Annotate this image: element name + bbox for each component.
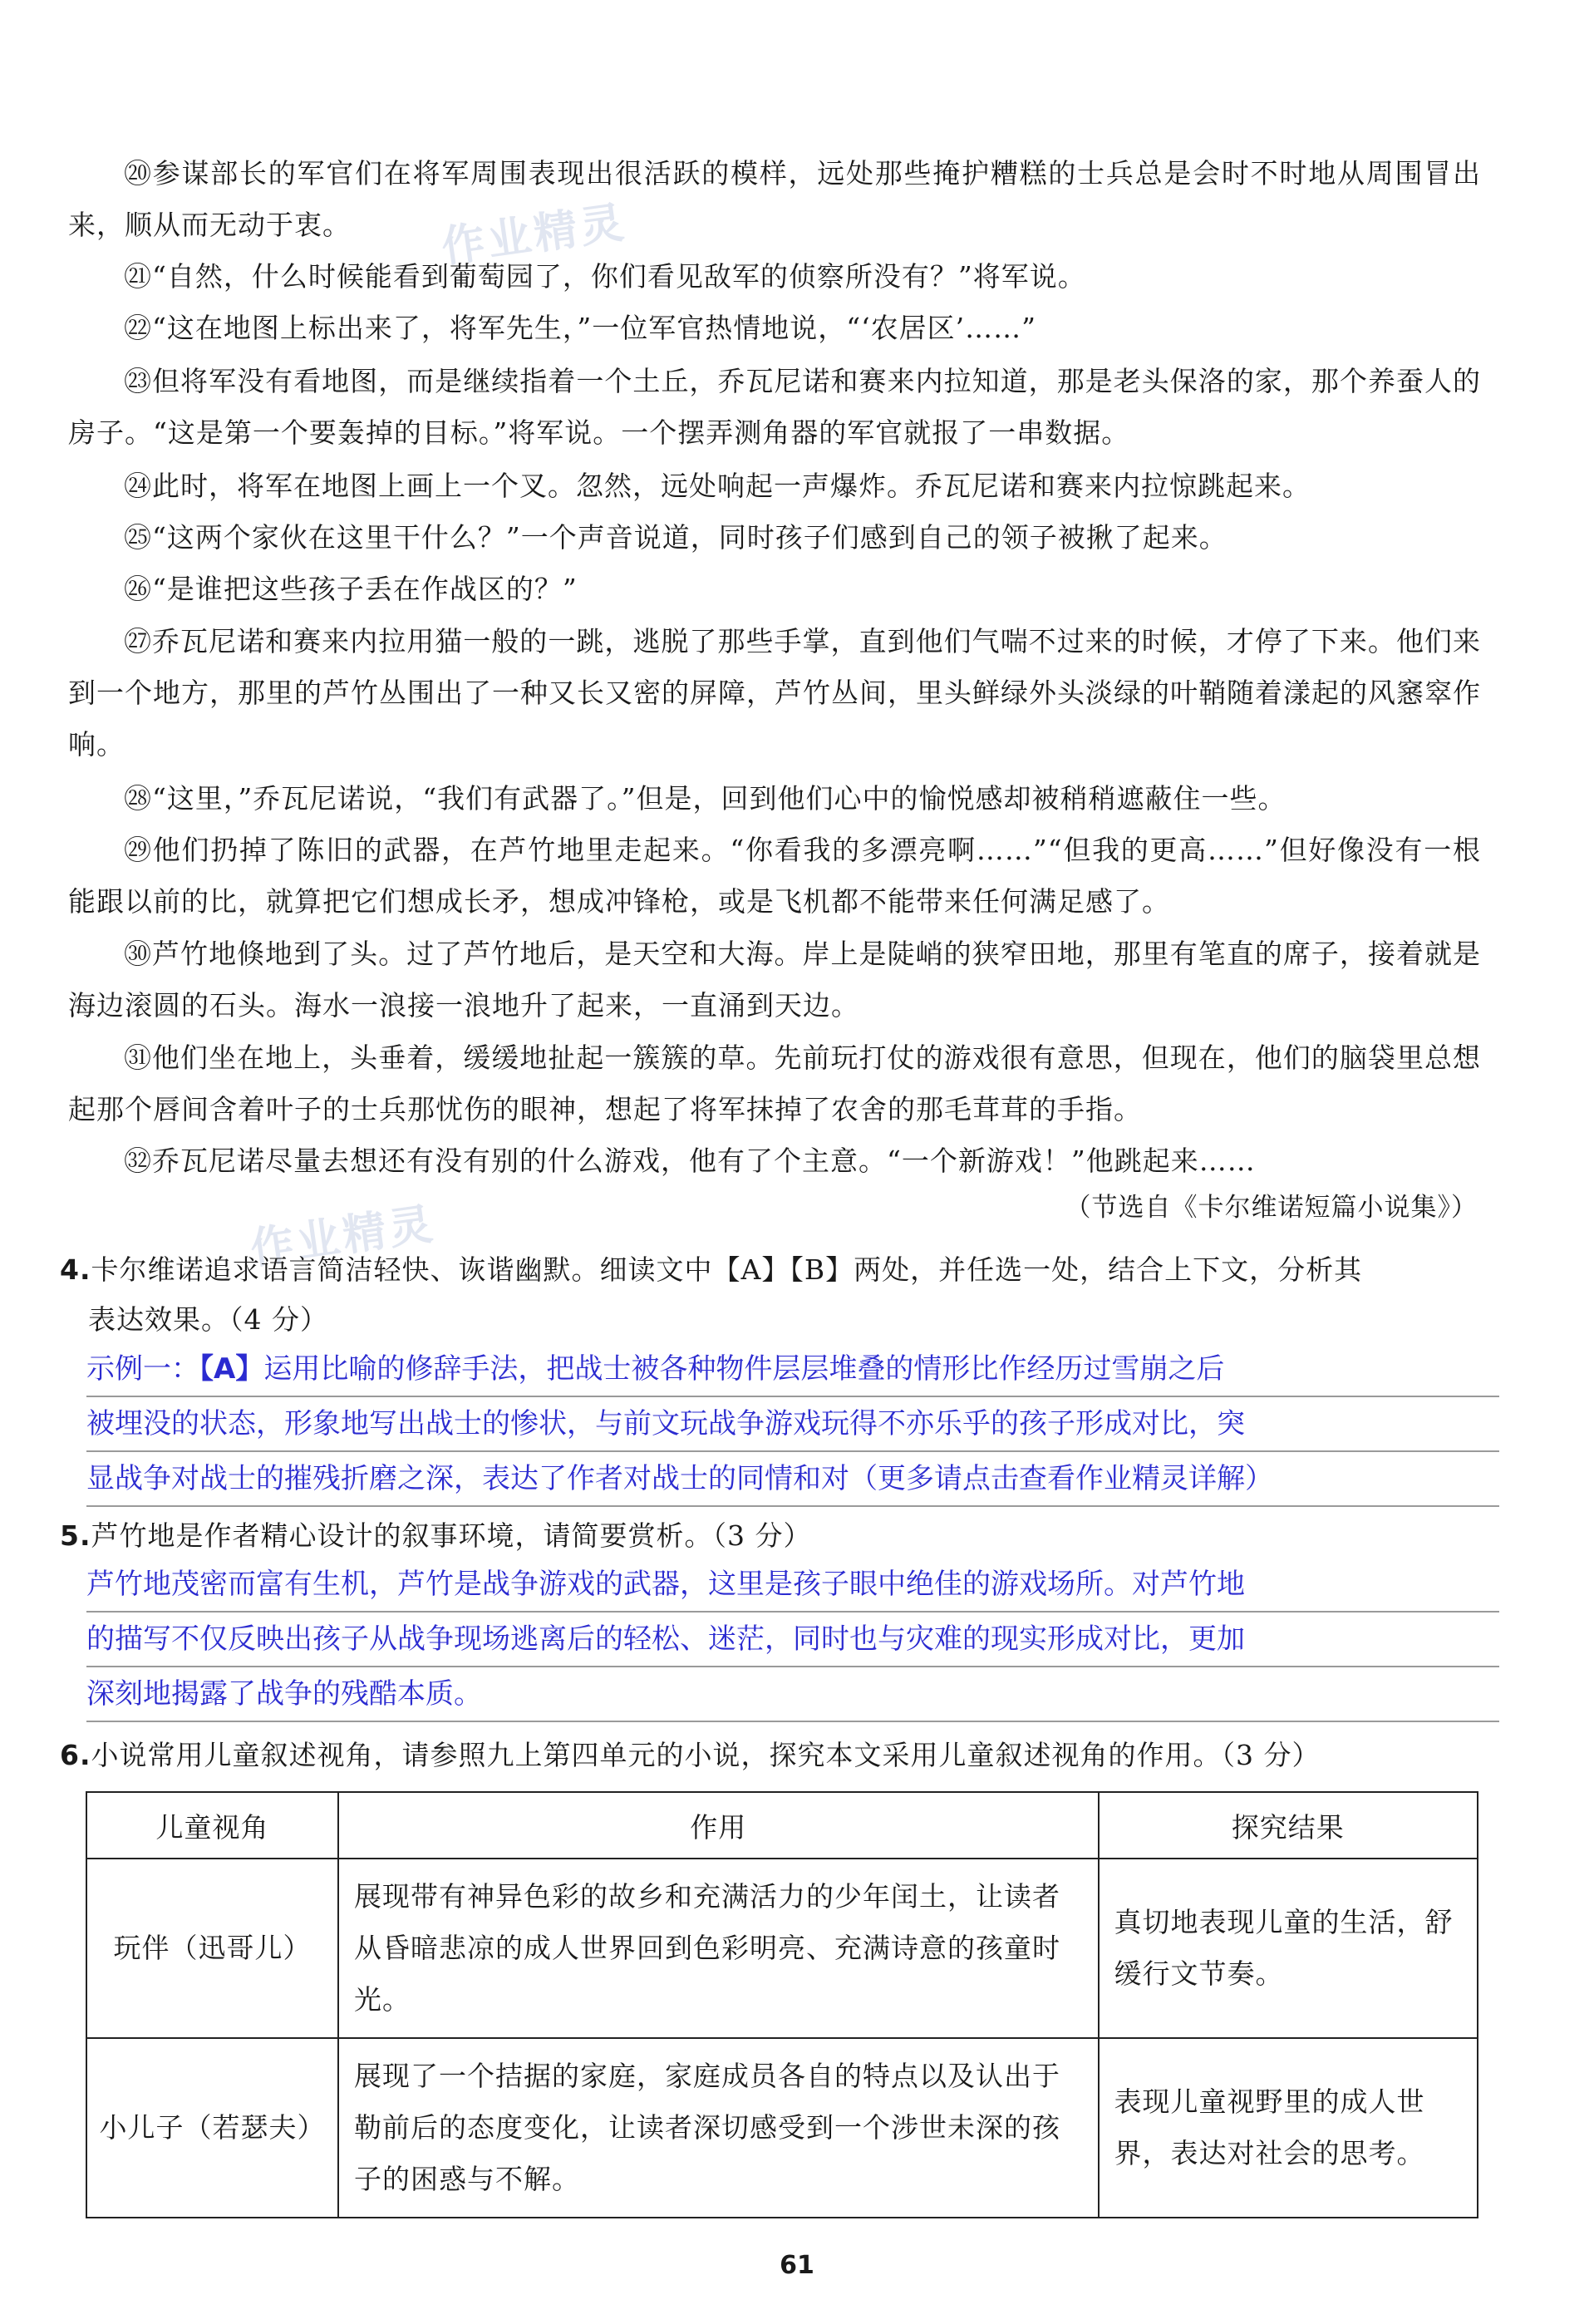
answer-tag: 【A】 — [199, 1352, 264, 1386]
paragraph-22: ㉒“这在地图上标出来了，将军先生，”一位军官热情地说，“‘农居区’……” — [124, 312, 1036, 344]
answer-more-link[interactable]: 显战争对战士的摧残折磨之深，表达了作者对战士的同情和对（更多请点击查看作业精灵详解） — [86, 1452, 1499, 1507]
table-cell: 展现带有神异色彩的故乡和充满活力的少年闰土，让读者从昏暗悲凉的成人世界回到色彩明亮、充满诗意的孩童时光。 — [338, 1859, 1098, 2038]
paragraph-26: ㉖“是谁把这些孩子丢在作战区的？” — [124, 573, 578, 605]
question-text-continued: 表达效果。（4 分） — [88, 1303, 328, 1336]
table-row — [86, 2038, 1478, 2218]
paragraph-23: ㉓但将军没有看地图，而是继续指着一个土丘，乔瓦尼诺和赛来内拉知道，那是老头保洛的家，那个养蚕人的房子。“这是第一个要轰掉的目标。”将军说。一个摆弄测角器的军官就报了一串数据。 — [68, 365, 1481, 449]
answer-prefix: 示例一： — [86, 1352, 199, 1386]
paragraph-28: ㉘“这里，”乔瓦尼诺说，“我们有武器了。”但是，回到他们心中的愉悦感却被稍稍遮蔽住一些。 — [124, 782, 1287, 815]
question-number: 6. — [60, 1739, 91, 1771]
watermark: 作业精灵 — [438, 197, 630, 273]
paragraph-29: ㉙他们扔掉了陈旧的武器，在芦竹地里走起来。“你看我的多漂亮啊……”“但我的更高……”但好像没有一根能跟以前的比，就算把它们想成长矛，想成冲锋枪，或是飞机都不能带来任何满足感了。 — [68, 834, 1481, 918]
page-number: 61 — [780, 2251, 814, 2280]
table-cell: 真切地表现儿童的生活，舒缓行文节奏。 — [1099, 1859, 1478, 2038]
table-cell: 小儿子（若瑟夫） — [86, 2038, 338, 2218]
table-row — [86, 1859, 1478, 2038]
table-cell: 玩伴（迅哥儿） — [86, 1859, 338, 2038]
paragraph-30: ㉚芦竹地倏地到了头。过了芦竹地后，是天空和大海。岸上是陡峭的狭窄田地，那里有笔直的席子，接着就是海边滚圆的石头。海水一浪接一浪地升了起来，一直涌到天边。 — [68, 938, 1481, 1022]
table-cell: 表现儿童视野里的成人世界，表达对社会的思考。 — [1099, 2038, 1478, 2218]
answer-4 — [86, 1342, 1499, 1507]
paragraph-32: ㉜乔瓦尼诺尽量去想还有没有别的什么游戏，他有了个主意。“一个新游戏！”他跳起来…… — [124, 1145, 1256, 1177]
question-number: 5. — [60, 1519, 91, 1552]
paragraph-24: ㉔此时，将军在地图上画上一个叉。忽然，远处响起一声爆炸。乔瓦尼诺和赛来内拉惊跳起来。 — [124, 470, 1311, 502]
answer-line: 芦竹地茂密而富有生机，芦竹是战争游戏的武器，这里是孩子眼中绝佳的游戏场所。对芦竹地 — [86, 1558, 1499, 1613]
table-header: 作用 — [338, 1792, 1098, 1859]
source-citation: （节选自《卡尔维诺短篇小说集》） — [1065, 1193, 1478, 1223]
answer-line: 被埋没的状态，形象地写出战士的惨状，与前文玩战争游戏玩得不亦乐乎的孩子形成对比，突 — [86, 1397, 1499, 1452]
watermark: 作业精灵 — [247, 1199, 439, 1275]
answer-text: 运用比喻的修辞手法，把战士被各种物件层层堆叠的情形比作经历过雪崩之后 — [263, 1352, 1225, 1386]
answer-line — [86, 1342, 1499, 1397]
answer-5 — [86, 1558, 1499, 1722]
answer-line: 的描写不仅反映出孩子从战争现场逃离后的轻松、迷茫，同时也与灾难的现实形成对比，更加 — [86, 1613, 1499, 1667]
table-cell: 展现了一个拮据的家庭，家庭成员各自的特点以及认出于勒前后的态度变化，让读者深切感受到一个涉世未深的孩子的困惑与不解。 — [338, 2038, 1098, 2218]
question-6 — [60, 1731, 1489, 1780]
paragraph-25: ㉕“这两个家伙在这里干什么？”一个声音说道，同时孩子们感到自己的领子被揪了起来。 — [124, 521, 1227, 554]
answer-line: 深刻地揭露了战争的残酷本质。 — [86, 1667, 1499, 1722]
question-text: 芦竹地是作者精心设计的叙事环境，请简要赏析。（3 分） — [91, 1519, 812, 1552]
question-5 — [60, 1511, 1489, 1561]
table-header: 儿童视角 — [86, 1792, 338, 1859]
question-text: 卡尔维诺追求语言简洁轻快、诙谐幽默。细读文中【A】【B】两处，并任选一处，结合上下文，分析其 — [91, 1253, 1363, 1286]
question-number: 4. — [60, 1253, 91, 1286]
paragraph-21: ㉑“自然，什么时候能看到葡萄园了，你们看见敌军的侦察所没有？”将军说。 — [124, 260, 1086, 293]
question-4 — [60, 1245, 1489, 1345]
table-header: 探究结果 — [1099, 1792, 1478, 1859]
paragraph-20: ⑳参谋部长的军官们在将军周围表现出很活跃的模样，远处那些掩护糟糕的士兵总是会时不时地从周围冒出来，顺从而无动于衷。 — [68, 157, 1481, 241]
question-text: 小说常用儿童叙述视角，请参照九上第四单元的小说，探究本文采用儿童叙述视角的作用。（3 分） — [91, 1739, 1321, 1771]
answer-table — [86, 1791, 1478, 2218]
paragraph-31: ㉛他们坐在地上，头垂着，缓缓地扯起一簇簇的草。先前玩打仗的游戏很有意思，但现在，他们的脑袋里总想起那个唇间含着叶子的士兵那忧伤的眼神，想起了将军抹掉了农舍的那毛茸茸的手指。 — [68, 1041, 1481, 1125]
paragraph-27: ㉗乔瓦尼诺和赛来内拉用猫一般的一跳，逃脱了那些手掌，直到他们气喘不过来的时候，才停了下来。他们来到一个地方，那里的芦竹丛围出了一种又长又密的屏障，芦竹丛间，里头鲜绿外头淡绿的叶鞘随着漾起的风窸窣作响。 — [68, 625, 1481, 761]
